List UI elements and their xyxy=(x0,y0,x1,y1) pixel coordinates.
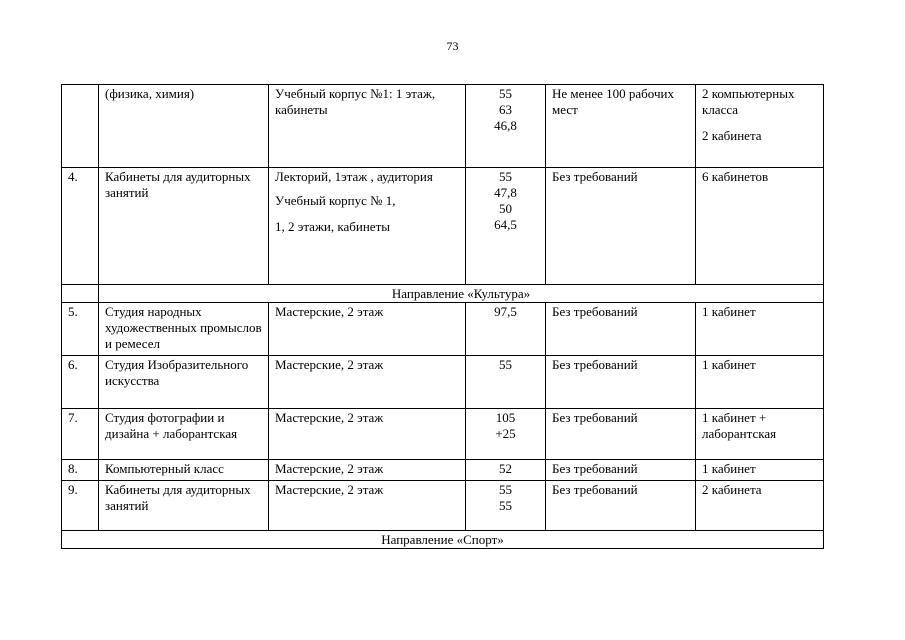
room-requirements: Без требований xyxy=(546,168,696,285)
room-name: Студия Изобразительного искусства xyxy=(99,356,269,409)
table-row xyxy=(62,409,824,460)
room-requirements: Без требований xyxy=(546,481,696,531)
row-number: 5. xyxy=(62,303,99,356)
room-location: Учебный корпус №1: 1 этаж, кабинеты xyxy=(269,85,466,168)
room-count: 1 кабинет xyxy=(696,356,824,409)
section-row xyxy=(62,285,824,303)
room-requirements: Без требований xyxy=(546,356,696,409)
room-requirements: Без требований xyxy=(546,303,696,356)
table-row xyxy=(62,460,824,481)
table-row xyxy=(62,356,824,409)
table-row xyxy=(62,481,824,531)
room-name: Студия фотографии и дизайна + лаборантская xyxy=(99,409,269,460)
room-area: 55 63 46,8 xyxy=(466,85,546,168)
section-spacer xyxy=(62,285,99,303)
page-number: 73 xyxy=(446,39,459,53)
room-count: 1 кабинет xyxy=(696,460,824,481)
room-requirements: Без требований xyxy=(546,460,696,481)
room-location: Мастерские, 2 этаж xyxy=(269,356,466,409)
row-number xyxy=(62,85,99,168)
table-row xyxy=(62,168,824,285)
room-area: 97,5 xyxy=(466,303,546,356)
room-name: Компьютерный класс xyxy=(99,460,269,481)
facilities-table xyxy=(61,84,824,549)
room-count: 1 кабинет xyxy=(696,303,824,356)
room-name: Студия народных художественных промыслов и ремесел xyxy=(99,303,269,356)
room-count: 2 кабинета xyxy=(696,481,824,531)
room-count: 2 компьютерных класса 2 кабинета xyxy=(696,85,824,168)
section-title: Направление «Культура» xyxy=(99,285,824,303)
room-location: Мастерские, 2 этаж xyxy=(269,409,466,460)
room-area: 105 +25 xyxy=(466,409,546,460)
row-number: 7. xyxy=(62,409,99,460)
room-requirements: Без требований xyxy=(546,409,696,460)
section-title: Направление «Спорт» xyxy=(62,531,824,549)
section-row xyxy=(62,531,824,549)
room-name: Кабинеты для аудиторных занятий xyxy=(99,481,269,531)
room-location: Мастерские, 2 этаж xyxy=(269,460,466,481)
room-count: 6 кабинетов xyxy=(696,168,824,285)
room-area: 55 47,8 50 64,5 xyxy=(466,168,546,285)
room-location: Мастерские, 2 этаж xyxy=(269,481,466,531)
room-name: (физика, химия) xyxy=(99,85,269,168)
room-location: Лекторий, 1этаж , аудитория Учебный корпус № 1, 1, 2 этажи, кабинеты xyxy=(269,168,466,285)
room-requirements: Не менее 100 рабочих мест xyxy=(546,85,696,168)
room-area: 55 xyxy=(466,356,546,409)
row-number: 8. xyxy=(62,460,99,481)
room-area: 52 xyxy=(466,460,546,481)
room-location: Мастерские, 2 этаж xyxy=(269,303,466,356)
row-number: 9. xyxy=(62,481,99,531)
room-count: 1 кабинет + лаборантская xyxy=(696,409,824,460)
row-number: 6. xyxy=(62,356,99,409)
room-area: 55 55 xyxy=(466,481,546,531)
table-row xyxy=(62,303,824,356)
row-number: 4. xyxy=(62,168,99,285)
room-name: Кабинеты для аудиторных занятий xyxy=(99,168,269,285)
table-row xyxy=(62,85,824,168)
